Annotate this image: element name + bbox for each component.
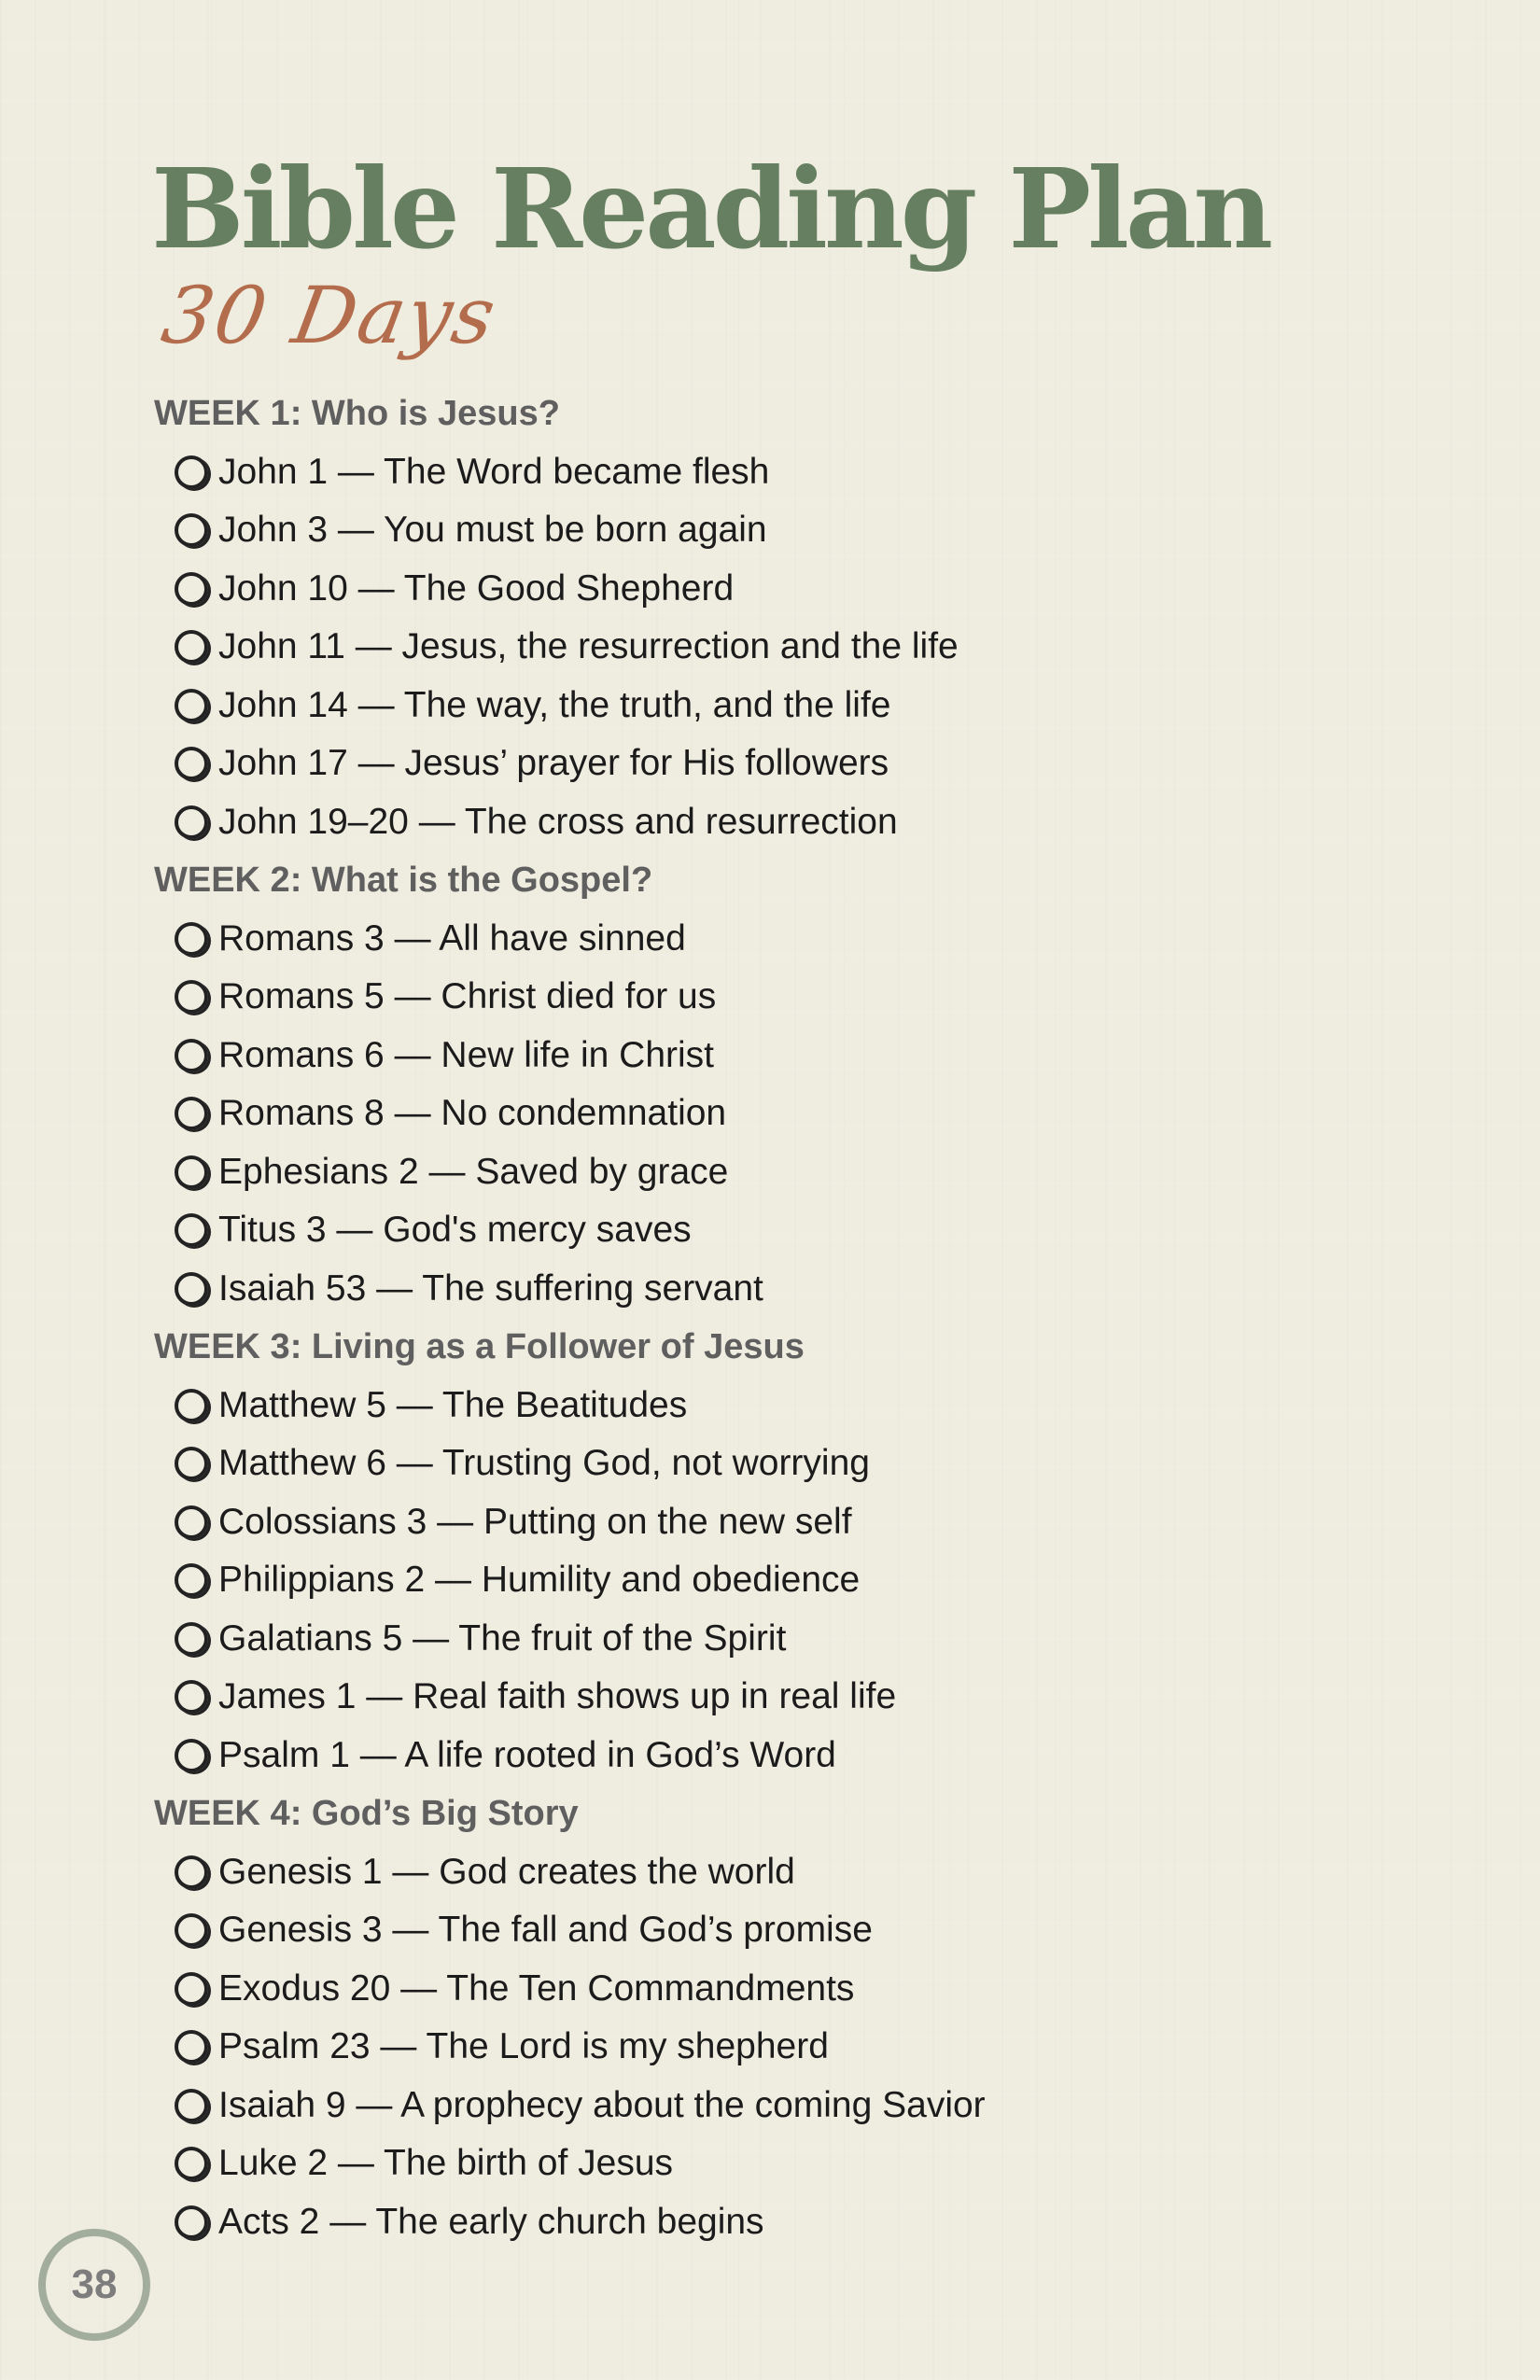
checkbox-circle-icon[interactable] — [175, 747, 208, 780]
checkbox-circle-icon[interactable] — [175, 1622, 208, 1656]
reading-item — [154, 1027, 1367, 1085]
reading-label: Matthew 6 — Trusting God, not worrying — [218, 1443, 870, 1484]
page-subtitle: 30 Days — [155, 270, 504, 361]
checkbox-circle-icon[interactable] — [175, 572, 208, 606]
reading-label: Romans 8 — No condemnation — [218, 1093, 727, 1134]
reading-item — [154, 677, 1367, 735]
reading-item — [154, 2135, 1367, 2193]
reading-item — [154, 1960, 1367, 2019]
week-3-heading: WEEK 3: Living as a Follower of Jesus — [154, 1327, 805, 1366]
reading-label: Exodus 20 — The Ten Commandments — [218, 1967, 855, 2009]
reading-item — [154, 1610, 1367, 1669]
checkbox-circle-icon[interactable] — [175, 1913, 208, 1947]
checkbox-circle-icon[interactable] — [175, 1213, 208, 1247]
reading-item — [154, 1551, 1367, 1610]
reading-label: John 3 — You must be born again — [218, 510, 767, 551]
reading-item — [154, 618, 1367, 677]
checkbox-circle-icon[interactable] — [175, 1097, 208, 1130]
reading-item — [154, 1843, 1367, 1902]
checkbox-circle-icon[interactable] — [175, 689, 208, 722]
reading-item — [154, 2077, 1367, 2135]
checkbox-circle-icon[interactable] — [175, 2147, 208, 2180]
reading-item — [154, 560, 1367, 619]
reading-label: John 17 — Jesus’ prayer for His followers — [218, 743, 889, 784]
checkbox-circle-icon[interactable] — [175, 1680, 208, 1714]
week-4-heading: WEEK 4: God’s Big Story — [154, 1794, 579, 1833]
page-number: 38 — [71, 2261, 118, 2307]
page-title: Bible Reading Plan — [151, 144, 1270, 273]
week-2-section — [154, 851, 1367, 1318]
reading-item — [154, 2193, 1367, 2252]
reading-item — [154, 910, 1367, 969]
checkbox-circle-icon[interactable] — [175, 1972, 208, 2006]
week-1-section — [154, 385, 1367, 851]
reading-label: Titus 3 — God's mercy saves — [218, 1210, 692, 1251]
week-3-section — [154, 1318, 1367, 1785]
week-1-heading: WEEK 1: Who is Jesus? — [154, 394, 560, 433]
reading-label: Ephesians 2 — Saved by grace — [218, 1151, 729, 1192]
reading-label: John 14 — The way, the truth, and the life — [218, 684, 891, 725]
checkbox-circle-icon[interactable] — [175, 1563, 208, 1597]
reading-item — [154, 1901, 1367, 1960]
reading-item — [154, 1377, 1367, 1435]
reading-label: Romans 5 — Christ died for us — [218, 976, 717, 1017]
reading-item — [154, 2018, 1367, 2077]
checkbox-circle-icon[interactable] — [175, 922, 208, 956]
reading-plan — [154, 385, 1367, 2251]
reading-label: Isaiah 9 — A prophecy about the coming Savior — [218, 2084, 986, 2125]
reading-label: Genesis 1 — God creates the world — [218, 1851, 795, 1892]
checkbox-circle-icon[interactable] — [175, 1447, 208, 1480]
reading-item — [154, 1668, 1367, 1727]
reading-label: Genesis 3 — The fall and God’s promise — [218, 1910, 873, 1951]
checkbox-circle-icon[interactable] — [175, 1389, 208, 1422]
checkbox-circle-icon[interactable] — [175, 513, 208, 547]
reading-label: Romans 3 — All have sinned — [218, 917, 686, 959]
checkbox-circle-icon[interactable] — [175, 630, 208, 664]
reading-item — [154, 1727, 1367, 1785]
reading-label: Psalm 1 — A life rooted in God’s Word — [218, 1734, 836, 1775]
reading-label: Matthew 5 — The Beatitudes — [218, 1384, 688, 1425]
reading-label: Psalm 23 — The Lord is my shepherd — [218, 2026, 829, 2067]
reading-label: Romans 6 — New life in Christ — [218, 1034, 714, 1075]
reading-item — [154, 735, 1367, 793]
checkbox-circle-icon[interactable] — [175, 1272, 208, 1306]
checkbox-circle-icon[interactable] — [175, 455, 208, 489]
reading-item — [154, 1085, 1367, 1143]
reading-label: Galatians 5 — The fruit of the Spirit — [218, 1617, 787, 1659]
reading-item — [154, 1143, 1367, 1202]
reading-label: Luke 2 — The birth of Jesus — [218, 2143, 674, 2184]
reading-label: John 11 — Jesus, the resurrection and the life — [218, 626, 959, 667]
reading-item — [154, 1260, 1367, 1319]
reading-item — [154, 968, 1367, 1027]
reading-label: Philippians 2 — Humility and obedience — [218, 1560, 861, 1601]
checkbox-circle-icon[interactable] — [175, 980, 208, 1014]
reading-item — [154, 793, 1367, 852]
checkbox-circle-icon[interactable] — [175, 2205, 208, 2239]
checkbox-circle-icon[interactable] — [175, 805, 208, 839]
reading-label: John 10 — The Good Shepherd — [218, 567, 735, 609]
checkbox-circle-icon[interactable] — [175, 2089, 208, 2122]
reading-item — [154, 1435, 1367, 1493]
week-4-section — [154, 1785, 1367, 2251]
reading-label: Isaiah 53 — The suffering servant — [218, 1267, 763, 1309]
reading-item — [154, 1201, 1367, 1260]
reading-label: James 1 — Real faith shows up in real life — [218, 1676, 897, 1717]
checkbox-circle-icon[interactable] — [175, 1155, 208, 1189]
checkbox-circle-icon[interactable] — [175, 1039, 208, 1072]
checkbox-circle-icon[interactable] — [175, 1505, 208, 1539]
checkbox-circle-icon[interactable] — [175, 1739, 208, 1772]
reading-item — [154, 501, 1367, 560]
reading-label: John 19–20 — The cross and resurrection — [218, 801, 898, 842]
checkbox-circle-icon[interactable] — [175, 1855, 208, 1889]
reading-label: Colossians 3 — Putting on the new self — [218, 1501, 852, 1542]
reading-item — [154, 1493, 1367, 1552]
checkbox-circle-icon[interactable] — [175, 2030, 208, 2064]
page-number-badge — [38, 2229, 150, 2341]
week-2-heading: WEEK 2: What is the Gospel? — [154, 861, 653, 900]
reading-label: John 1 — The Word became flesh — [218, 451, 770, 492]
reading-item — [154, 443, 1367, 502]
reading-label: Acts 2 — The early church begins — [218, 2201, 764, 2242]
